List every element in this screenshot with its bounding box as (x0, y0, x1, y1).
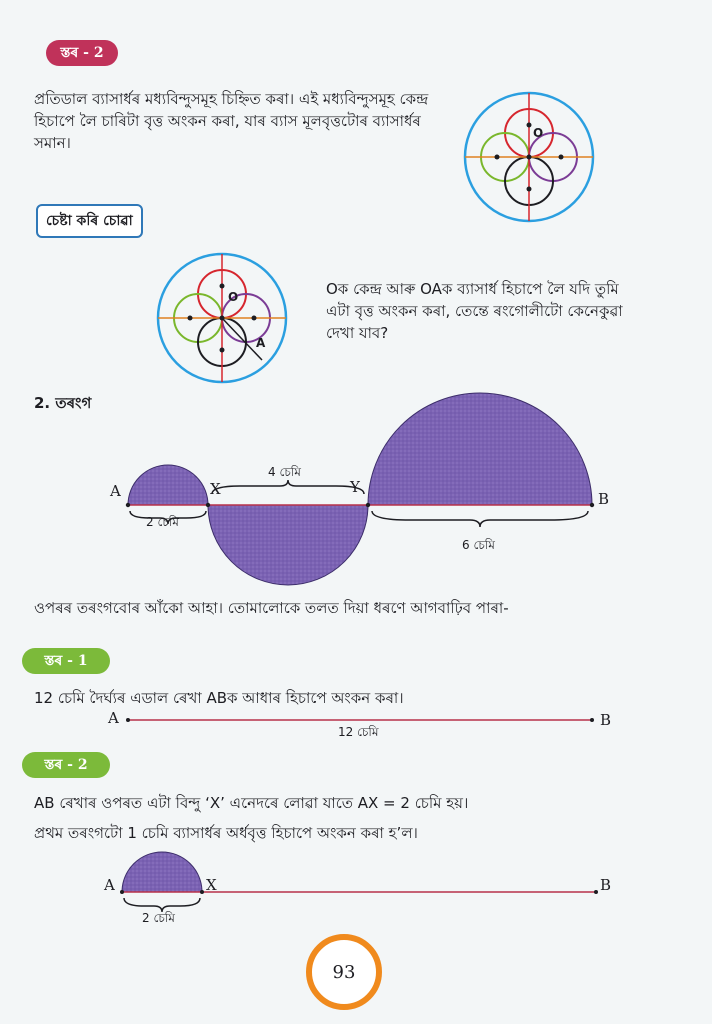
step2-label-b: B (600, 876, 612, 894)
wave-length-ax: 2 চেমি (146, 515, 179, 529)
step1-label-b: B (600, 711, 612, 729)
step1-length: 12 চেমি (338, 725, 379, 739)
try-it-box (36, 204, 143, 238)
wave-intro-text: ওপৰৰ তৰংগবোৰ আঁকো আহা। তোমালোকে তলত দিয়া ধৰণে আগবাঢ়িব পাৰা- (34, 599, 509, 617)
rangoli-figure-2 (152, 248, 292, 388)
wave-label-a: A (110, 482, 121, 500)
wave-length-xy: 4 চেমি (268, 465, 301, 479)
step1-badge-label: স্তৰ - 1 (44, 653, 88, 669)
step1-text: 12 চেমি দৈৰ্ঘ্যৰ এডাল ৰেখা ABক আধাৰ হিচাপে অংকন কৰা। (34, 689, 404, 707)
step1-label-a: A (108, 709, 119, 727)
page-number-badge (306, 934, 382, 1010)
fig2-center-label: O (228, 290, 239, 304)
wave-label-b: B (598, 490, 610, 508)
wave-label-x: X (210, 480, 221, 498)
fig1-center-label: O (533, 126, 544, 140)
try-it-label: চেষ্টা কৰি চোৱা (46, 213, 133, 229)
fig2-radius-label: A (256, 336, 266, 350)
wave-length-yb: 6 চেমি (462, 538, 495, 552)
section-title-waves: 2. তৰংগ (34, 394, 92, 412)
step2-instructions: প্ৰতিডাল ব্যাসার্ধৰ মধ্যবিন্দুসমূহ চিহ্নিত কৰা। এই মধ্যবিন্দুসমূহ কেন্দ্ৰ হিচাপে লৈ চাৰিটা বৃত্ত অংকন কৰা, যাৰ ব্যাস মূলবৃত্তটোৰ ব্যাসার্ধৰ সমান। (34, 90, 429, 152)
step2-badge (22, 752, 110, 778)
wave-label-y: Y (350, 478, 360, 496)
step2-length: 2 চেমি (142, 911, 175, 925)
rangoli-figure-1 (454, 82, 604, 232)
step2-text-1: AB ৰেখাৰ ওপৰত এটা বিন্দু ‘X’ এনেদৰে লোৱা যাতে AX = 2 চেমি হয়। (34, 794, 469, 812)
step-badge-label: স্তৰ - 2 (60, 45, 104, 61)
try-it-question: Oক কেন্দ্ৰ আৰু OAক ব্যাসার্ধ হিচাপে লৈ যদি তুমি এটা বৃত্ত অংকন কৰা, তেন্তে ৰংগোলীটো কেনেকুৱা দেখা যাব? (326, 280, 623, 342)
step2-text-2: প্ৰথম তৰংগটো 1 চেমি ব্যাসার্ধৰ অৰ্ধবৃত্ত হিচাপে অংকন কৰা হ’ল। (34, 824, 418, 842)
step-badge (46, 40, 118, 66)
step2-label-x: X (206, 876, 217, 894)
step2-label-a: A (104, 876, 115, 894)
page-number: 93 (332, 961, 356, 983)
step1-badge (22, 648, 110, 674)
step2-badge-label: স্তৰ - 2 (44, 757, 88, 773)
